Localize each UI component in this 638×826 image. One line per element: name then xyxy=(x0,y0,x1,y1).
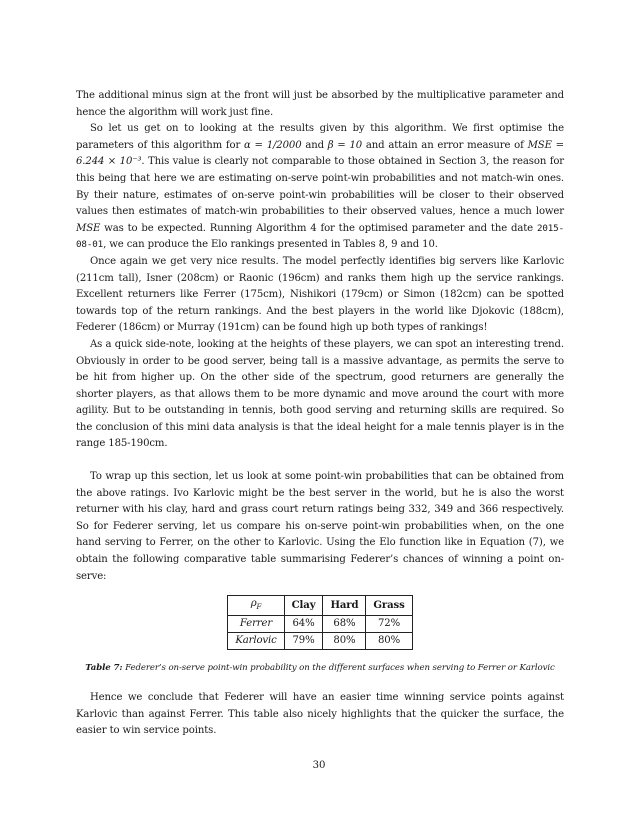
header-grass: Grass xyxy=(366,596,412,616)
table-cell: 79% xyxy=(284,633,323,650)
comparison-table xyxy=(227,595,412,650)
p2-text-b: and xyxy=(301,139,328,151)
p2-text-f: , we can produce the Elo rankings presented in Tables 8, 9 and 10. xyxy=(103,239,438,251)
caption-text: Federer’s on-serve point-win probability on the different surfaces when serving to Ferrer or Karlovic xyxy=(122,663,555,674)
table-header-row xyxy=(228,596,412,616)
paragraph-4: As a quick side-note, looking at the heights of these players, we can spot an interesting trend. Obviously in order to be good server, being tall is a massive advantage, as permits the serve to be hit from higher up. On the other side of the spectrum, good returners are generally the shorter players, as that allows them to be more dynamic and move around the court with more agility. But to be outstanding in tennis, both good serving and returning skills are required. So the conclusion of this mini data analysis is that the ideal height for a male tennis player is in the range 185-190cm. xyxy=(76,338,564,450)
row-label-karlovic: Karlovic xyxy=(228,633,284,650)
p2-text-c: and attain an error measure of xyxy=(362,139,528,151)
table-cell: 68% xyxy=(323,616,366,633)
table-corner-rho: $\rho_F$ xyxy=(228,596,284,616)
table-cell: 72% xyxy=(366,616,412,633)
table-container xyxy=(76,595,564,650)
table-row xyxy=(228,633,412,650)
date-code: 2015-08-01 xyxy=(76,222,564,251)
alpha-expression: α = 1/2000 xyxy=(244,139,302,151)
paragraph-3: Once again we get very nice results. The model perfectly identifies big servers like Karlovic (211cm tall), Isner (208cm) or Raonic (196cm) and ranks them high up the service rankings. Excellent returners like Ferrer (175cm), Nishikori (179cm) or Simon (182cm) can be spotted towards top of the return rankings. And the best players in the world like Djokovic (188cm), Federer (186cm) or Murray (191cm) can be found high up both types of rankings! xyxy=(76,255,564,334)
p2-text-d: . This value is clearly not comparable to those obtained in Section 3, the reason for this being that here we are estimating on-serve point-win probabilities and not match-win ones. By their nature, estimates of on-serve point-win probabilities will be closer to their observed values then estimates of match-win probabilities to their observed values, hence a much lower xyxy=(76,156,564,218)
mse-term: MSE xyxy=(76,222,101,234)
table-caption xyxy=(76,662,564,674)
header-hard: Hard xyxy=(323,596,366,616)
page-number: 30 xyxy=(312,760,326,771)
p2-text-a: So let us get on to looking at the results given by this algorithm. We first optimise the parameters of this algorithm for xyxy=(76,123,564,151)
beta-expression: β = 10 xyxy=(327,139,363,151)
table-cell: 80% xyxy=(323,633,366,650)
caption-label: Table 7: xyxy=(85,663,123,674)
p2-text-e: was to be expected. Running Algorithm 4 for the optimised parameter and the date xyxy=(100,222,537,234)
header-clay: Clay xyxy=(284,596,323,616)
mse-expression: MSE = 6.244 × 10⁻³ xyxy=(76,139,564,168)
paragraph-2 xyxy=(76,121,564,254)
table-row xyxy=(228,616,412,633)
table-cell: 64% xyxy=(284,616,323,633)
paragraph-6: Hence we conclude that Federer will have an easier time winning service points against Karlovic than against Ferrer. This table also nicely highlights that the quicker the surface, the easier to win service points. xyxy=(76,692,564,737)
body-text xyxy=(76,88,564,740)
row-label-ferrer: Ferrer xyxy=(228,616,284,633)
paragraph-5: To wrap up this section, let us look at some point-win probabilities that can be obtained from the above ratings. Ivo Karlovic might be the best server in the world, but he is also the worst returner with his clay, hard and grass court return ratings being 332, 349 and 366 respectively. So for Federer serving, let us compare his on-serve point-win probabilities when, on the one hand serving to Ferrer, on the other to Karlovic. Using the Elo function like in Equation (7), we obtain the following comparative table summarising Federer’s chances of winning a point on-serve: xyxy=(76,471,564,582)
paragraph-1: The additional minus sign at the front will just be absorbed by the multiplicative parameter and hence the algorithm will work just fine. xyxy=(76,90,564,118)
table-cell: 80% xyxy=(366,633,412,650)
